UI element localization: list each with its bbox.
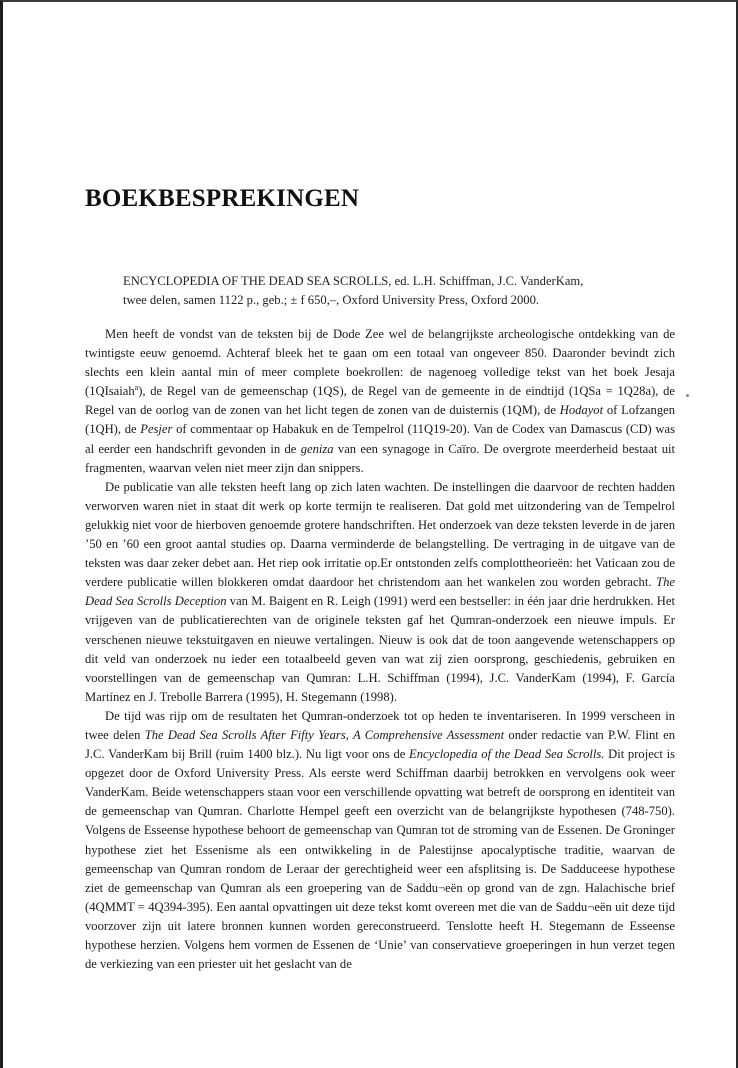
paragraph-1-text: ), de Regel van de gemeenschap (1QS), de Regel van de gemeente in de eindtijd (1QSa = 1Q28a), de Regel van de oorlog van de zonen van het licht tegen de zonen van de duisternis (1QM), de: [85, 384, 675, 418]
citation-line-2: twee delen, samen 1122 p., geb.; ± f 650,–, Oxford University Press, Oxford 2000.: [123, 293, 540, 307]
superscript: a: [134, 383, 139, 393]
paragraph-2-text: De publicatie van alle teksten heeft lang op zich laten wachten. De instellingen die daarvoor de rechten hadden verworven waren niet in staat dit werk op korte termijn te realiseren. Dat gold met uitzondering van de Tempelrol gelukkig niet voor de hierboven genoemde grotere handschriften. Het onderzoek van deze teksten leverde in de jaren ’50 en ’60 een groot aantal studies op. Daarna verminderde de belangstelling. De vertraging in de uitgave van de teksten was daar zeker debet aan. Het riep ook irritatie op.Er ontstonden zelfs complottheorieën: het Vaticaan zou de verdere publicatie willen blokkeren omdat daardoor het christendom aan het wankelen zou worden gebracht.: [85, 479, 675, 590]
citation-line-1: ENCYCLOPEDIA OF THE DEAD SEA SCROLLS, ed. L.H. Schiffman, J.C. VanderKam,: [123, 274, 584, 288]
paragraph-1: [85, 325, 675, 478]
paragraph-1-text: Men heeft de vondst van de teksten bij de Dode Zee wel de belangrijkste archeologische ontdekking van de twintigste eeuw genoemd. Achteraf bleek het te gaan om een totaal van ongeveer 850. Daaronder bevindt zich slechts een klein aantal min of meer complete boekrollen: de nagenoeg volledige tekst van het boek Jesaja (1QIsaiah: [85, 327, 675, 399]
paragraph-1-text: of Lofzangen (1QH), de: [85, 403, 676, 437]
paragraph-2: [85, 478, 675, 707]
italic-term: Hodayot: [559, 403, 604, 418]
paragraph-1-text: van een synagoge in Caïro. De overgrote meerderheid bestaat uit fragmenten, waarvan velen niet meer zijn dan snippers.: [85, 441, 675, 475]
paragraph-3-text: onder redactie van P.W. Flint en J.C. VanderKam bij Brill (ruim 1400 blz.). Nu ligt voor ons de: [85, 727, 676, 762]
section-heading: BOEKBESPREKINGEN: [85, 185, 360, 212]
paragraph-3: [85, 707, 675, 974]
paragraph-2-text: van M. Baigent en R. Leigh (1991) werd een bestseller: in één jaar drie herdrukken. Het vrijgeven van de publicatierechten van de originele teksten gaf het Qumran-onderzoek een nieuwe impuls. Er verschenen nieuwe tekstuitgaven en nieuwe vertalingen. Nieuw is ook dat de toon aangevende wetenschappers op dit veld van onderzoek nu ieder een totaalbeeld geven van wat zij zien oorsprong, geschiedenis, gebruiken en voorstellingen van de gemeenschap van Qumran: L.H. Schiffman (1994), J.C. VanderKam (1994), F. García Martínez en J. Trebolle Barrera (1995), H. Stegemann (1998).: [85, 594, 675, 704]
italic-term: geniza: [300, 441, 334, 456]
italic-title: Encyclopedia of the Dead Sea Scrolls.: [409, 747, 605, 762]
paragraph-1-text: of commentaar op Habakuk en de Tempelrol (11Q19-20). Van de Codex van Damascus (CD) was al eerder een handschrift gevonden in de: [85, 422, 675, 456]
review-citation: [125, 272, 665, 310]
scan-speck: [686, 394, 689, 397]
italic-term: Pesjer: [140, 422, 173, 437]
paragraph-3-text: Dit project is opgezet door de Oxford University Press. Als eerste werd Schiffman daarbij betrokken en vervolgens ook weer VanderKam. Beide wetenschappers staan voor een verschillende opvatting wat betreft de oorsprong en identiteit van de gemeenschap van Qumran. Charlotte Hempel geeft een overzicht van de belangrijkste hypothesen (748-750). Volgens de Esseense hypothese behoort de gemeenschap van Qumran tot de stroming van de Essenen. De Groninger hypothese ziet het Essenisme als een ontwikkeling in de Palestijnse apocalyptische traditie, waarvan de gemeenschap van Qumran rondom de Leraar der gerechtigheid weer een afsplitsing is. De Sadduceese hypothese ziet de gemeenschap van Qumran als een groepering van de Saddu¬eën op grond van de zgn. Halachische brief (4QMMT = 4Q394-395). Een aantal opvattingen uit deze tekst komt overeen met die van de Saddu¬eën uit deze tijd voorzover zijn uit latere bronnen kunnen worden gereconstrueerd. Tenslotte heeft H. Stegemann de Esseense hypothese herzien. Volgens hem vormen de Essenen de ‘Unie’ van conservatieve groeperingen in hun verzet tegen de verkiezing van een priester uit het geslacht van de: [85, 747, 675, 972]
italic-title: The Dead Sea Scrolls After Fifty Years, A Comprehensive Assessment: [144, 727, 505, 742]
paragraph-3-text: De tijd was rijp om de resultaten het Qumran-onderzoek tot op heden te inventariseren. In 1999 verscheen in twee delen: [85, 708, 675, 742]
italic-title: The Dead Sea Scrolls Deception: [85, 575, 675, 609]
review-body: [85, 325, 675, 974]
